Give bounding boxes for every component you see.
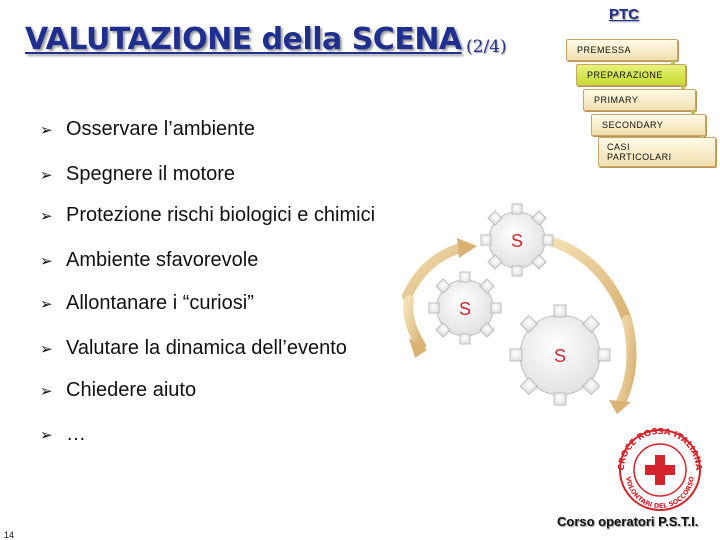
step-label: PREPARAZIONE <box>587 70 663 80</box>
arrow-bullet-icon: ➢ <box>40 166 53 184</box>
list-item: ➢ Ambiente sfavorevole <box>40 249 259 271</box>
list-item: ➢ Spegnere il motore <box>40 163 235 185</box>
gear-icon <box>429 272 501 344</box>
logo-text-top: CROCE ROSSA ITALIANA <box>616 426 704 471</box>
cycle-arrow-head <box>609 400 631 414</box>
arrow-bullet-icon: ➢ <box>40 207 53 225</box>
ptc-link[interactable]: PTC <box>609 6 639 23</box>
cycle-arrow-head <box>457 238 477 258</box>
cycle-arrow <box>619 320 632 406</box>
step-label: PRIMARY <box>594 95 639 105</box>
list-item: ➢ Allontanare i “curiosi” <box>40 292 254 314</box>
logo-text-bottom: VOLONTARI DEL SOCCORSO <box>624 475 696 511</box>
list-item: ➢ Protezione rischi biologici e chimici <box>40 204 376 226</box>
list-item: ➢ … <box>40 423 86 445</box>
gear-icon <box>481 204 553 276</box>
step-primary[interactable] <box>583 89 696 111</box>
list-item: ➢ Osservare l’ambiente <box>40 118 255 140</box>
gear-letter: S <box>510 231 524 251</box>
step-label: SECONDARY <box>602 120 664 130</box>
list-item: ➢ Chiedere aiuto <box>40 379 197 401</box>
page-title: VALUTAZIONE della SCENA <box>25 22 462 57</box>
step-premessa[interactable] <box>566 39 678 61</box>
page-number: 14 <box>4 530 15 540</box>
arrow-bullet-icon: ➢ <box>40 295 53 313</box>
gears-cycle-diagram <box>395 200 655 415</box>
gear-letter: S <box>553 346 567 366</box>
course-caption: Corso operatori P.S.T.I. <box>557 514 699 529</box>
croce-rossa-logo <box>614 424 706 512</box>
step-secondary[interactable] <box>591 114 706 136</box>
arrow-bullet-icon: ➢ <box>40 426 53 444</box>
arrow-bullet-icon: ➢ <box>40 382 53 400</box>
arrow-bullet-icon: ➢ <box>40 121 53 139</box>
step-label: CASI PARTICOLARI <box>607 142 672 162</box>
arrow-bullet-icon: ➢ <box>40 340 53 358</box>
step-casi-particolari[interactable] <box>598 137 716 167</box>
gear-icon <box>510 305 610 405</box>
list-item: ➢ Valutare la dinamica dell’evento <box>40 337 347 359</box>
step-label: PREMESSA <box>577 45 632 55</box>
arrow-bullet-icon: ➢ <box>40 252 53 270</box>
gear-letter: S <box>458 299 472 319</box>
step-preparazione[interactable] <box>576 64 686 86</box>
page-subtitle: (2/4) <box>466 37 507 57</box>
